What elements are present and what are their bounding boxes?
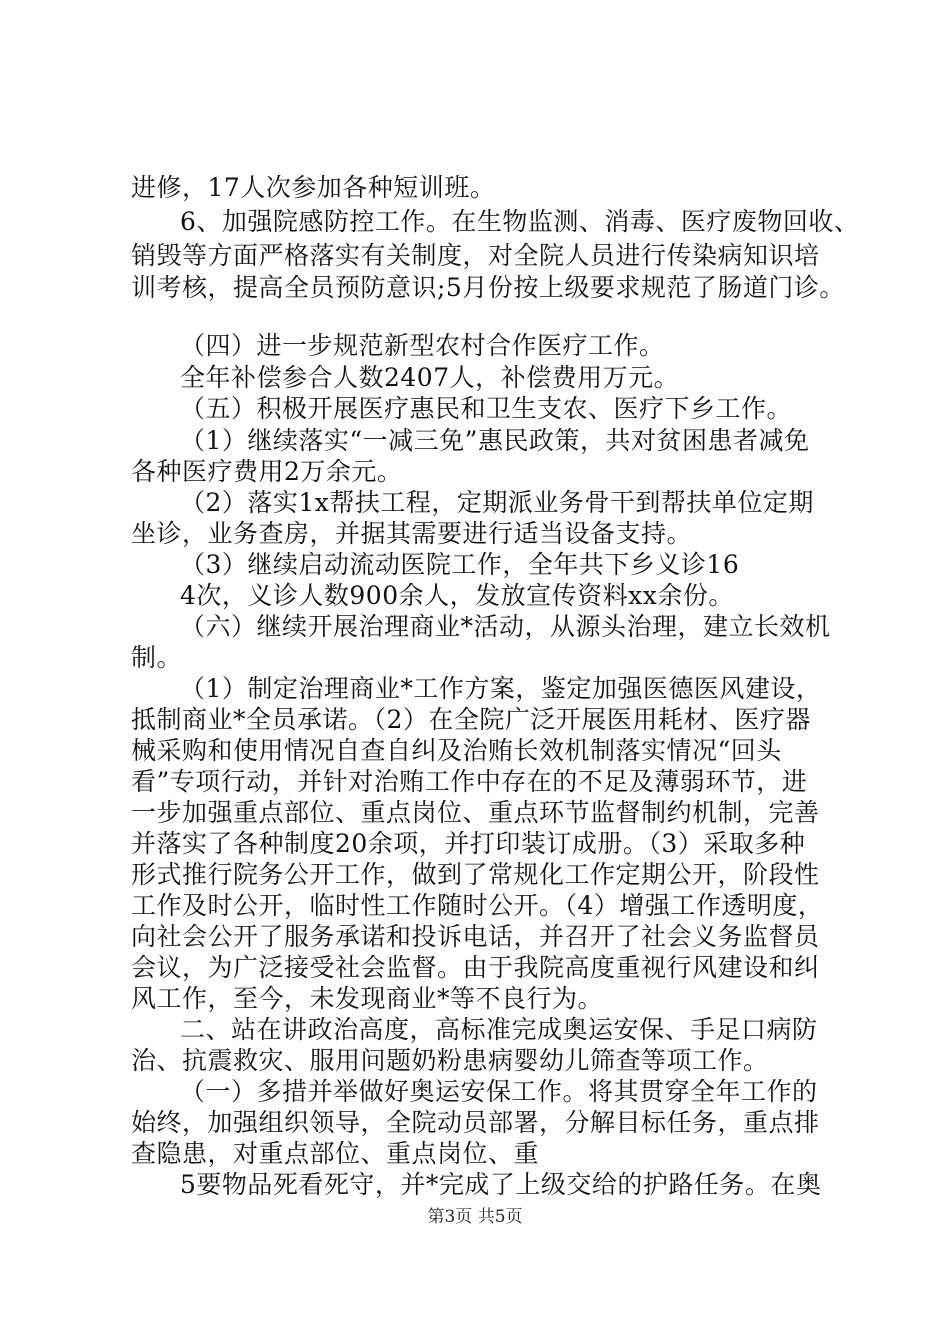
text-line: 并落实了各种制度20余项，并打印装订成册。（3）采取多种 — [131, 829, 806, 858]
text-line: （1）继续落实“一减三免”惠民政策，共对贫困患者减免 — [180, 426, 810, 455]
text-line: 进修，17人次参加各种短训班。 — [131, 173, 496, 202]
text-line: 治、抗震救灾、服用问题奶粉患病婴幼儿筛查等项工作。 — [131, 1046, 769, 1075]
page-footer: 第3页 共5页 — [427, 1207, 523, 1227]
text-line: 抵制商业*全员承诺。（2）在全院广泛开展医用耗材、医疗器 — [131, 705, 811, 734]
text-line: （五）积极开展医疗惠民和卫生支农、医疗下乡工作。 — [180, 394, 793, 423]
text-line: 查隐患，对重点部位、重点岗位、重 — [131, 1139, 540, 1168]
text-line: 看”专项行动，并针对治贿工作中存在的不足及薄弱环节，进 — [131, 767, 808, 796]
text-line: 全年补偿参合人数2407人，补偿费用万元。 — [180, 363, 680, 392]
text-line: （四）进一步规范新型农村合作医疗工作。 — [180, 331, 665, 360]
text-line: 风工作，至今，未发现商业*等不良行为。 — [131, 984, 604, 1013]
text-line: 械采购和使用情况自查自纠及治贿长效机制落实情况“回头 — [131, 736, 782, 765]
text-line: 4次，义诊人数900余人，发放宣传资料xx余份。 — [180, 581, 734, 610]
text-line: 向社会公开了服务承诺和投诉电话，并召开了社会义务监督员 — [131, 922, 820, 951]
text-line: （一）多措并举做好奥运安保工作。将其贯穿全年工作的 — [180, 1077, 818, 1106]
text-line: 坐诊，业务查房，并据其需要进行适当设备支持。 — [131, 519, 693, 548]
text-line: 销毁等方面严格落实有关制度，对全院人员进行传染病知识培 — [131, 241, 820, 270]
text-line: （3）继续启动流动医院工作，全年共下乡义诊16 — [180, 550, 740, 579]
text-line: 5要物品死看死守，并*完成了上级交给的护路任务。在奥 — [180, 1170, 822, 1199]
text-line: 制。 — [131, 643, 183, 672]
text-line: 形式推行院务公开工作，做到了常规化工作定期公开，阶段性 — [131, 860, 820, 889]
text-line: （2）落实1x帮扶工程，定期派业务骨干到帮扶单位定期 — [180, 488, 814, 517]
text-line: （1）制定治理商业*工作方案，鉴定加强医德医风建设， — [180, 674, 822, 703]
text-line: （六）继续开展治理商业*活动，从源头治理，建立长效机 — [180, 612, 831, 641]
text-line: 二、站在讲政治高度，高标准完成奥运安保、手足口病防 — [180, 1015, 818, 1044]
text-line: 6、加强院感防控工作。在生物监测、消毒、医疗废物回收、 — [180, 207, 860, 236]
text-line: 一步加强重点部位、重点岗位、重点环节监督制约机制，完善 — [131, 798, 820, 827]
text-line: 始终，加强组织领导，全院动员部署，分解目标任务，重点排 — [131, 1108, 820, 1137]
text-line: 各种医疗费用2万余元。 — [131, 457, 403, 486]
text-line: 会议，为广泛接受社会监督。由于我院高度重视行风建设和纠 — [131, 953, 820, 982]
text-line: 训考核，提高全员预防意识;5月份按上级要求规范了肠道门诊。 — [131, 273, 845, 302]
text-line: 工作及时公开，临时性工作随时公开。（4）增强工作透明度， — [131, 891, 824, 920]
